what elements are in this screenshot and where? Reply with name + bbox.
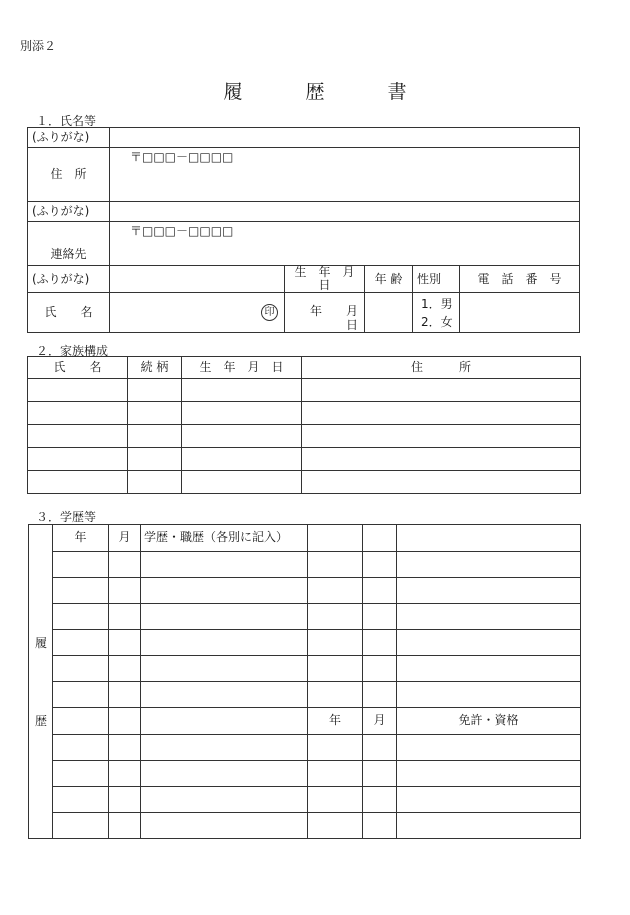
address-label: 住 所 [28,148,110,202]
section1-heading: １．氏名等 [36,114,97,128]
dob-header: 生 年 月 日 [285,266,365,293]
license-cell[interactable] [363,813,397,839]
history-cell[interactable] [308,630,363,656]
history-cell[interactable] [109,578,141,604]
family-cell[interactable] [182,402,302,425]
history-cell[interactable] [363,604,397,630]
family-cell[interactable] [28,471,128,494]
history-cell[interactable] [363,552,397,578]
license-cell[interactable] [363,787,397,813]
history-cell[interactable] [308,525,363,552]
license-cell[interactable] [363,761,397,787]
age-header: 年 齢 [365,266,413,293]
history-cell[interactable] [53,787,109,813]
history-cell[interactable] [53,761,109,787]
history-cell[interactable] [397,604,581,630]
family-cell[interactable] [128,425,182,448]
table-row [29,735,581,761]
family-col-dob: 生 年 月 日 [182,357,302,379]
history-col-year: 年 [53,525,109,552]
table-row [29,630,581,656]
history-cell[interactable] [363,656,397,682]
history-cell[interactable] [141,656,308,682]
personal-info-table [27,127,580,333]
family-table [27,356,581,494]
history-cell[interactable] [397,578,581,604]
dob-placeholder: 年 月 日 [309,304,383,332]
table-row [28,448,581,471]
history-cell[interactable] [397,656,581,682]
history-cell[interactable] [397,552,581,578]
table-row [29,761,581,787]
contact-label: 連絡先 [28,222,110,266]
family-cell[interactable] [28,402,128,425]
history-cell[interactable] [308,552,363,578]
license-cell[interactable] [308,735,363,761]
history-cell[interactable] [141,787,308,813]
table-row [29,656,581,682]
family-cell[interactable] [28,379,128,402]
license-col-month: 月 [363,708,397,735]
history-table [28,524,581,839]
table-row [29,682,581,708]
table-row [29,552,581,578]
history-cell[interactable] [308,656,363,682]
dob-field[interactable] [285,293,383,333]
family-col-relation: 続 柄 [128,357,182,379]
history-cell[interactable] [363,578,397,604]
license-cell[interactable] [397,813,581,839]
history-cell[interactable] [109,787,141,813]
family-cell[interactable] [302,448,581,471]
history-cell[interactable] [141,604,308,630]
license-cell[interactable] [397,787,581,813]
history-cell[interactable] [109,708,141,735]
history-cell[interactable] [53,682,109,708]
family-cell[interactable] [302,425,581,448]
history-cell[interactable] [53,656,109,682]
history-cell[interactable] [53,604,109,630]
family-cell[interactable] [302,402,581,425]
table-row [28,425,581,448]
license-cell[interactable] [308,813,363,839]
address-field[interactable] [110,148,580,202]
history-col-detail: 学歴・職歴（各別に記入） [141,525,308,552]
history-cell[interactable] [141,682,308,708]
side-char-1: 履 [35,636,48,650]
history-cell[interactable] [109,761,141,787]
history-cell[interactable] [109,656,141,682]
contact-field[interactable] [110,222,580,266]
table-row [29,604,581,630]
history-cell[interactable] [397,630,581,656]
history-cell[interactable] [363,525,397,552]
history-cell[interactable] [141,761,308,787]
history-cell[interactable] [308,682,363,708]
license-cell[interactable] [308,787,363,813]
history-cell[interactable] [141,708,308,735]
history-cell[interactable] [109,630,141,656]
history-cell[interactable] [141,578,308,604]
furigana-label-2: (ふりがな) [28,202,110,222]
phone-header: 電 話 番 号 [460,266,580,293]
family-col-name: 氏 名 [28,357,128,379]
family-cell[interactable] [182,379,302,402]
history-cell[interactable] [53,813,109,839]
family-cell[interactable] [28,425,128,448]
family-cell[interactable] [128,402,182,425]
sex-option-female[interactable]: 2．女 [421,314,453,329]
family-cell[interactable] [128,448,182,471]
history-cell[interactable] [53,578,109,604]
family-cell[interactable] [302,379,581,402]
history-cell[interactable] [109,813,141,839]
section3-heading: ３．学歴等 [36,510,97,524]
table-row [29,813,581,839]
family-cell[interactable] [182,448,302,471]
history-cell[interactable] [363,682,397,708]
history-cell[interactable] [141,552,308,578]
family-cell[interactable] [182,425,302,448]
sex-field[interactable] [413,293,460,333]
license-col-detail: 免許・資格 [397,708,581,735]
attachment-label: 別添２ [20,39,57,53]
history-cell[interactable] [397,682,581,708]
section2-heading: ２．家族構成 [36,344,109,358]
sex-option-male[interactable]: 1．男 [421,296,453,311]
seal-icon: 印 [261,304,278,321]
furigana-input-2[interactable] [110,202,580,222]
history-cell[interactable] [53,708,109,735]
family-cell[interactable] [302,471,581,494]
history-cell[interactable] [141,630,308,656]
history-cell[interactable] [53,630,109,656]
history-cell[interactable] [109,682,141,708]
address-postal: 〒□□□－□□□□ [130,150,234,164]
history-cell[interactable] [109,735,141,761]
table-row [29,578,581,604]
history-cell[interactable] [141,735,308,761]
history-cell[interactable] [109,604,141,630]
side-char-2: 歴 [35,714,48,728]
furigana-label-3: (ふりがな) [28,266,110,293]
license-col-year: 年 [308,708,363,735]
license-cell[interactable] [363,735,397,761]
history-cell[interactable] [53,735,109,761]
history-side-label [29,525,53,839]
history-cell[interactable] [109,552,141,578]
page-title: 履 歴 書 [223,81,429,103]
phone-field[interactable] [460,293,580,333]
license-cell[interactable] [397,761,581,787]
table-row [29,787,581,813]
license-cell[interactable] [397,735,581,761]
family-cell[interactable] [28,448,128,471]
table-row [28,402,581,425]
history-cell[interactable] [308,604,363,630]
family-cell[interactable] [128,471,182,494]
family-cell[interactable] [182,471,302,494]
history-cell[interactable] [53,552,109,578]
furigana-input-1[interactable] [110,128,580,148]
history-cell[interactable] [363,630,397,656]
history-cell[interactable] [141,813,308,839]
history-cell[interactable] [308,578,363,604]
name-furigana-input[interactable] [110,266,285,293]
history-col-month: 月 [109,525,141,552]
family-cell[interactable] [128,379,182,402]
table-row [28,471,581,494]
family-col-address: 住 所 [302,357,581,379]
name-field[interactable] [110,293,285,333]
sex-header: 性別 [413,266,460,293]
table-row [28,379,581,402]
furigana-label-1: (ふりがな) [28,128,110,148]
history-cell[interactable] [397,525,581,552]
name-label: 氏 名 [28,293,110,333]
contact-postal: 〒□□□－□□□□ [130,224,234,238]
license-cell[interactable] [308,761,363,787]
